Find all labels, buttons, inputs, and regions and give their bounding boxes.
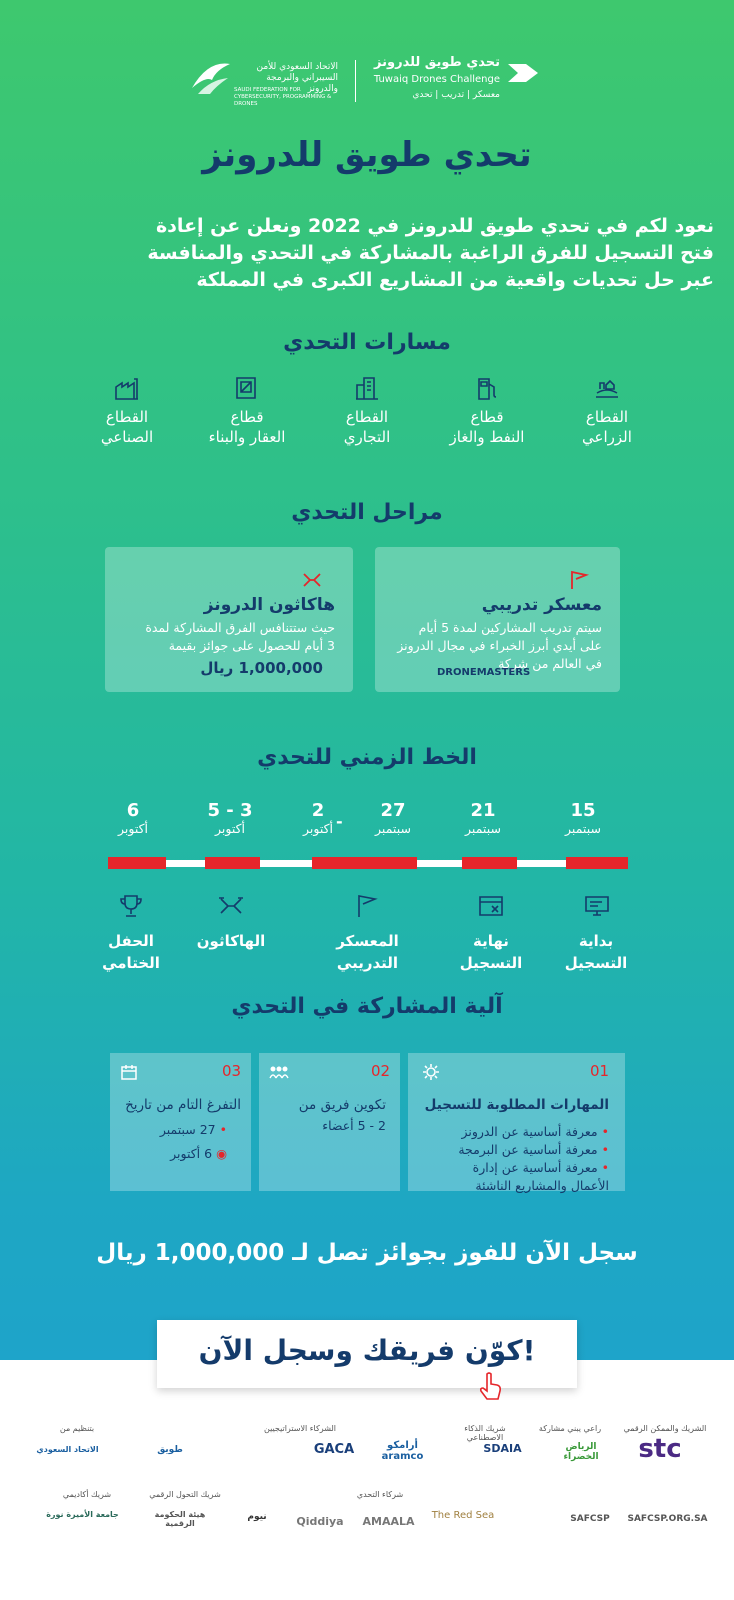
- list-item-text: 6 أكتوبر: [170, 1146, 213, 1161]
- track-label-line1: القطاع: [105, 408, 149, 426]
- list-item: ◉ 6 أكتوبر: [170, 1146, 227, 1161]
- drone-icon: [301, 569, 323, 591]
- farm-icon: [594, 375, 620, 401]
- mechanism-title: آلية المشاركة في التحدي: [231, 994, 503, 1019]
- availability-dates: [117, 1121, 227, 1163]
- event-bootcamp: [325, 930, 410, 974]
- event-label-line2: التسجيل: [564, 954, 628, 972]
- event-registration-start: [556, 930, 636, 974]
- date-number: 2: [311, 800, 325, 821]
- list-item-text: معرفة أساسية عن البرمجة: [458, 1142, 598, 1157]
- challenge-name-en: Tuwaiq Drones Challenge: [373, 74, 500, 85]
- register-now-button[interactable]: [157, 1320, 577, 1388]
- track-label-line1: القطاع: [585, 408, 629, 426]
- header-divider: [355, 60, 356, 102]
- factory-icon: [114, 375, 140, 401]
- skills-list: [414, 1123, 609, 1195]
- hackathon-prize: 1,000,000 ريال: [200, 659, 323, 677]
- amaala-logo: AMAALA: [362, 1515, 415, 1528]
- hackathon-card: [105, 547, 353, 692]
- mechanism-card-skills: [408, 1053, 625, 1191]
- partner-label-strategic: الشركاء الاستراتيجيين: [263, 1424, 337, 1433]
- track-agriculture: [552, 375, 662, 447]
- hackathon-text-line2: 3 أيام للحصول على جوائز بقيمة: [168, 638, 335, 653]
- mechanism-card-team: [259, 1053, 400, 1191]
- partner-label-digital: الشريك والممكن الرقمي: [623, 1424, 707, 1433]
- header-logos: [0, 50, 734, 120]
- track-label-line1: القطاع: [345, 408, 389, 426]
- trophy-icon: [118, 893, 144, 919]
- register-now-label: كوّن فريقك وسجل الآن!: [198, 1334, 536, 1367]
- partner-label-sponsor: راعي يبني مشاركة: [538, 1424, 602, 1433]
- timeline-segment: [566, 857, 628, 869]
- window-close-icon: [478, 893, 504, 919]
- mechanism-card-availability: [110, 1053, 251, 1191]
- bootcamp-text-line3: في العالم من شركة: [498, 656, 602, 671]
- track-label-line1: قطاع: [230, 408, 264, 426]
- track-oil-gas: [432, 375, 542, 447]
- buildings-icon: [354, 375, 380, 401]
- date-month: أكتوبر: [117, 821, 149, 836]
- date-month: أكتوبر: [214, 821, 246, 836]
- list-item-text: معرفة أساسية عن الدرونز: [461, 1124, 598, 1139]
- list-item: [414, 1177, 609, 1195]
- track-label-line2: العقار والبناء: [208, 428, 286, 446]
- timeline-title: الخط الزمني للتحدي: [257, 745, 477, 770]
- timeline-date-4: [288, 800, 348, 836]
- timeline-segment: [312, 857, 417, 869]
- timeline-date-2: [448, 800, 518, 836]
- federation-partner-logo: الاتحاد السعودي: [36, 1445, 99, 1454]
- hackathon-text-line1: حيث ستتنافس الفرق المشاركة لمدة: [145, 620, 335, 635]
- date-number: 21: [470, 800, 496, 821]
- partner-label-academic: شريك أكاديمي: [62, 1490, 112, 1499]
- timeline-date-5: [195, 800, 265, 836]
- pnu-logo: جامعة الأميرة نورة: [46, 1510, 119, 1519]
- event-label-line1: الهاكاثون: [196, 932, 266, 950]
- list-item: • معرفة أساسية عن إدارة: [472, 1160, 609, 1175]
- event-label-line1: نهاية: [473, 932, 509, 950]
- timeline-date-6: [98, 800, 168, 836]
- dronemasters-logo: DRONEMASTERS: [437, 667, 531, 678]
- gear-icon: [422, 1063, 440, 1081]
- challenge-name-ar: تحدي طويق للدرونز: [374, 55, 500, 70]
- date-number: 6: [126, 800, 140, 821]
- card-number: 02: [371, 1062, 391, 1080]
- page-title: تحدي طويق للدرونز: [202, 135, 532, 175]
- date-number: 15: [570, 800, 596, 821]
- date-number: 5 - 3: [207, 800, 253, 821]
- event-label-line1: الحفل: [108, 932, 154, 950]
- partner-label-digital-transformation: شريك التحول الرقمي: [149, 1490, 221, 1499]
- monitor-icon: [584, 893, 610, 919]
- team-icon: [269, 1065, 289, 1079]
- neom-logo: نيوم: [247, 1512, 267, 1522]
- date-number: 27: [380, 800, 406, 821]
- date-month: سبتمبر: [375, 821, 411, 836]
- track-label-line1: قطاع: [470, 408, 504, 426]
- list-item-text: 27 سبتمبر: [159, 1122, 216, 1137]
- drone-icon: [218, 893, 244, 919]
- date-month: سبتمبر: [565, 821, 601, 836]
- event-label-line2: الختامي: [102, 954, 160, 972]
- partner-label-challenge-partners: شركاء التحدي: [356, 1490, 404, 1499]
- challenge-tagline: معسكر | تدريب | تحدي: [412, 90, 500, 100]
- track-real-estate: [192, 375, 302, 447]
- timeline-segment: [462, 857, 517, 869]
- card-number: 03: [222, 1062, 242, 1080]
- dga-logo: هيئة الحكومة الرقمية: [154, 1510, 206, 1528]
- flag-icon: [354, 893, 380, 919]
- date-range-dash: -: [336, 812, 343, 831]
- timeline-segment: [205, 857, 260, 869]
- safcsp-social-handle: SAFCSP: [570, 1514, 610, 1524]
- hackathon-text: [110, 619, 335, 655]
- sdaia-logo: SDAIA: [483, 1442, 522, 1455]
- tuwaiq-partner-logo: طويق: [157, 1445, 183, 1455]
- partner-label-ai: شريك الذكاء الاصطناعي: [464, 1424, 506, 1442]
- prize-register-line: سجل الآن للفوز بجوائز تصل لـ 1,000,000 ريال: [96, 1240, 638, 1266]
- list-item-text: الأعمال والمشاريع الناشئة: [475, 1178, 609, 1193]
- intro-paragraph: نعود لكم في تحدي طويق للدرونز في 2022 ونعلن عن إعادة فتح التسجيل للفرق الراغبة بالمشاركة في التحدي والمنافسة عبر حل تحديات واقعية من المشاريع الكبرى في المملكة: [147, 215, 714, 291]
- timeline-date-3: [358, 800, 428, 836]
- event-registration-end: [451, 930, 531, 974]
- blueprint-icon: [234, 375, 260, 401]
- fuel-pump-icon: [474, 375, 500, 401]
- track-label-line2: الصناعي: [100, 428, 154, 446]
- card-number: 01: [590, 1062, 610, 1080]
- event-label-line2: التسجيل: [459, 954, 523, 972]
- event-label-line2: التدريبي: [336, 954, 399, 972]
- timeline-segment: [108, 857, 166, 869]
- calendar-icon: [120, 1063, 138, 1081]
- red-sea-logo: The Red Sea: [431, 1510, 495, 1521]
- tracks-title: مسارات التحدي: [283, 330, 451, 355]
- card-title: تكوين فريق من: [298, 1097, 386, 1113]
- federation-name-ar: الاتحاد السعودي للأمن السيبراني والبرمجة والدرونز: [256, 62, 338, 94]
- bootcamp-text: [377, 619, 602, 673]
- card-title: التفرغ التام من تاريخ: [125, 1097, 241, 1113]
- list-item: • معرفة أساسية عن الدرونز: [461, 1124, 609, 1139]
- date-month: أكتوبر: [302, 821, 334, 836]
- partner-label-organizer: بتنظيم من: [59, 1424, 95, 1433]
- track-label-line2: الزراعي: [582, 428, 632, 446]
- track-label-line2: النفط والغاز: [449, 428, 525, 446]
- list-item-text: معرفة أساسية عن إدارة: [472, 1160, 598, 1175]
- timeline-date-1: [548, 800, 618, 836]
- aramco-logo: أرامكو aramco: [381, 1440, 424, 1462]
- flag-icon: [568, 569, 590, 591]
- bootcamp-card: [375, 547, 620, 692]
- event-label-line1: المعسكر: [336, 932, 399, 950]
- list-item: • 27 سبتمبر: [159, 1122, 227, 1137]
- website-url[interactable]: SAFCSP.ORG.SA: [627, 1514, 708, 1524]
- event-closing-ceremony: [91, 930, 171, 974]
- riyadh-green-logo: الرياض الخضراء: [563, 1442, 599, 1462]
- gaca-logo: GACA: [313, 1442, 355, 1457]
- track-label-line2: التجاري: [343, 428, 391, 446]
- bootcamp-text-line2: على أيدي أبرز الخبراء في مجال الدرونز: [397, 638, 602, 653]
- stages-title: مراحل التحدي: [291, 500, 443, 525]
- event-hackathon: [186, 930, 276, 952]
- bootcamp-title: معسكر تدريبي: [481, 595, 602, 615]
- partners-footer: [0, 1360, 734, 1600]
- track-industrial: [72, 375, 182, 447]
- drone-arrow-logo-icon: [506, 58, 540, 88]
- team-size: 2 - 5 أعضاء: [322, 1118, 386, 1133]
- federation-wing-icon: [188, 58, 232, 98]
- list-item: • معرفة أساسية عن البرمجة: [458, 1142, 609, 1157]
- date-month: سبتمبر: [465, 821, 501, 836]
- bootcamp-text-line1: سيتم تدريب المشاركين لمدة 5 أيام: [418, 620, 602, 635]
- hand-pointer-icon: [478, 1372, 504, 1402]
- track-commercial: [312, 375, 422, 447]
- qiddiya-logo: Qiddiya: [296, 1515, 344, 1528]
- card-title: المهارات المطلوبة للتسجيل: [424, 1097, 609, 1113]
- stc-logo: stc: [638, 1434, 682, 1464]
- hackathon-title: هاكاثون الدرونز: [203, 595, 335, 615]
- federation-name-en: SAUDI FEDERATION FOR CYBERSECURITY, PROGRAMMING & DRONES: [234, 87, 332, 107]
- event-label-line1: بداية: [578, 932, 614, 950]
